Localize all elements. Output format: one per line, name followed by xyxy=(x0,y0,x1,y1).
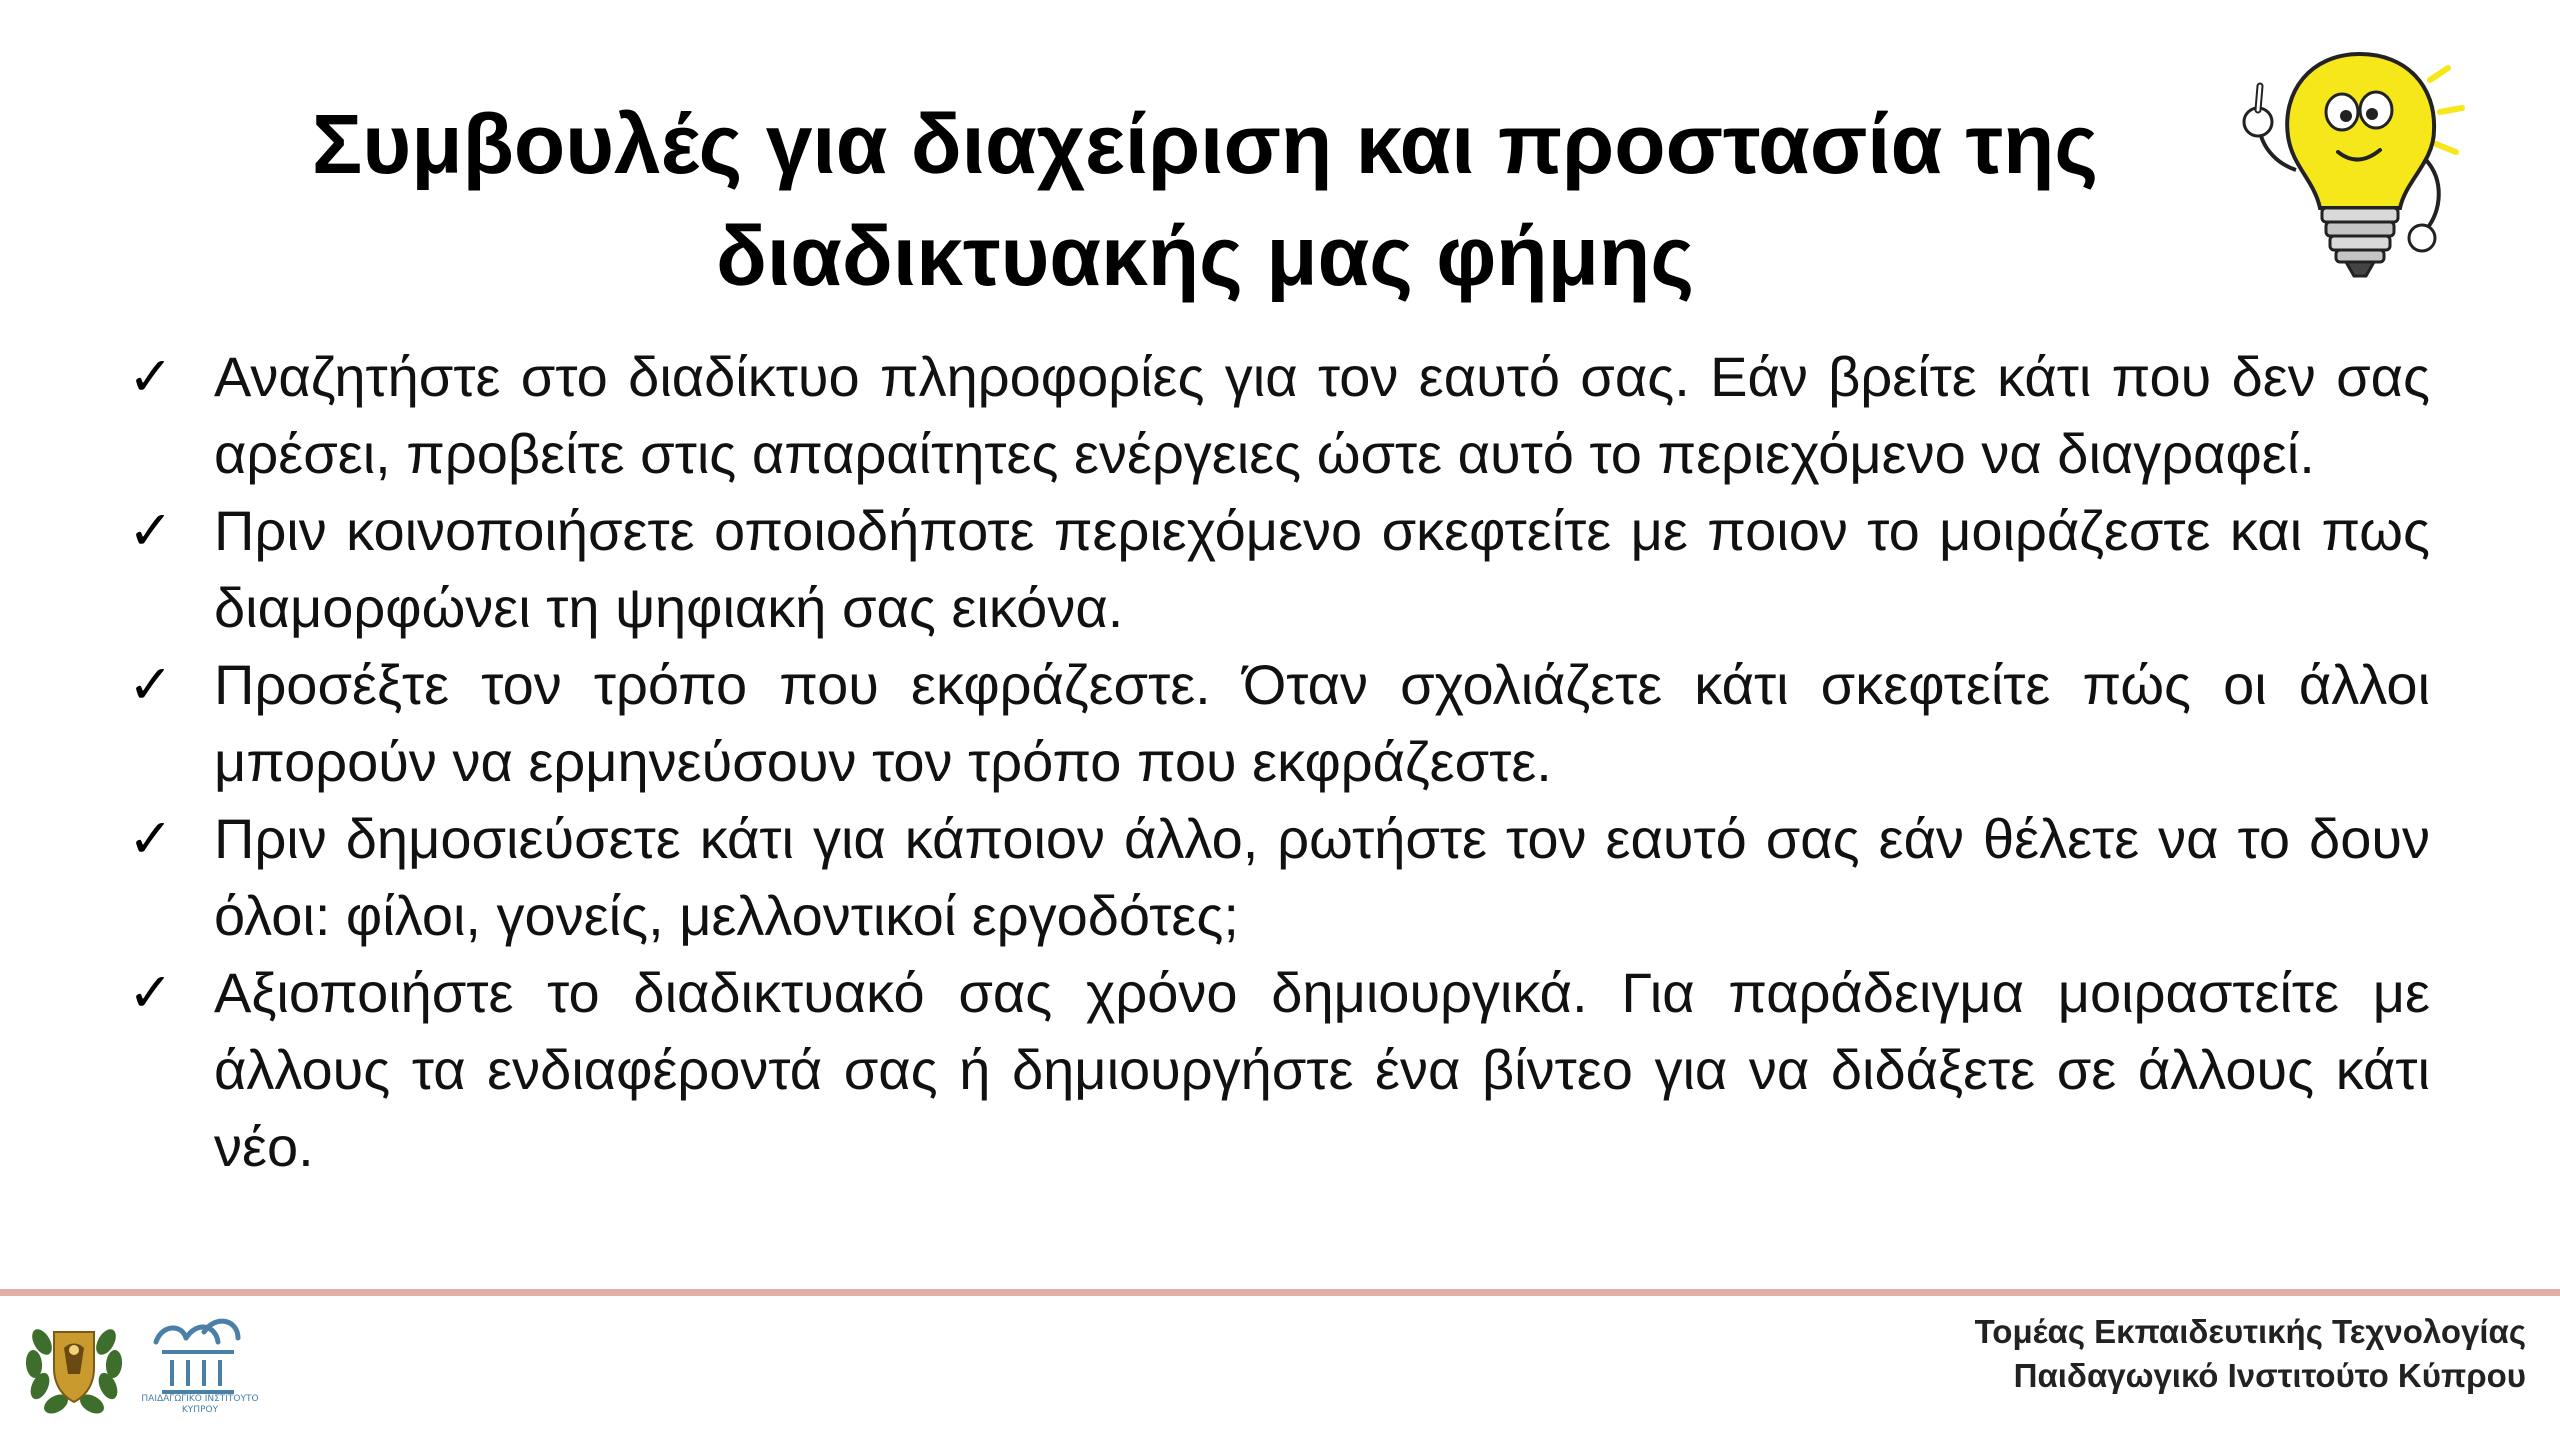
check-mark-icon: ✓ xyxy=(128,499,174,562)
tip-item xyxy=(120,492,2430,646)
tip-item xyxy=(120,954,2430,1185)
title-line-2: διαδικτυακής μας φήμης xyxy=(715,209,1695,303)
tip-text: Πριν κοινοποιήσετε οποιοδήποτε περιεχόμενο σκεφτείτε με ποιον το μοιράζεστε και πως διαμορφώνει τη ψηφιακή σας εικόνα. xyxy=(214,499,2430,639)
tip-text: Αναζητήστε στο διαδίκτυο πληροφορίες για τον εαυτό σας. Εάν βρείτε κάτι που δεν σας αρέσει, προβείτε στις απαραίτητες ενέργειες ώστε αυτό το περιεχόμενο να διαγραφεί. xyxy=(214,345,2430,485)
tips-list xyxy=(120,338,2430,1185)
footer-institute: Παιδαγωγικό Ινστιτούτο Κύπρου xyxy=(2013,1357,2526,1394)
tip-item xyxy=(120,800,2430,954)
tip-text: Πριν δημοσιεύσετε κάτι για κάποιον άλλο, ρωτήστε τον εαυτό σας εάν θέλετε να το δουν όλοι: φίλοι, γονείς, μελλοντικοί εργοδότες; xyxy=(214,807,2430,947)
title-line-1: Συμβουλές για διαχείριση και προστασία της xyxy=(311,97,2099,191)
tip-text: Προσέξτε τον τρόπο που εκφράζεστε. Όταν σχολιάζετε κάτι σκεφτείτε πώς οι άλλοι μπορούν να ερμηνεύσουν τον τρόπο που εκφράζεστε. xyxy=(214,653,2430,793)
slide-title xyxy=(120,88,2290,312)
check-mark-icon: ✓ xyxy=(128,961,174,1024)
cyprus-emblem-logo xyxy=(22,1312,126,1416)
check-mark-icon: ✓ xyxy=(128,345,174,408)
check-mark-icon: ✓ xyxy=(128,653,174,716)
footer-organization xyxy=(1975,1310,2526,1398)
tip-text: Αξιοποιήστε το διαδικτυακό σας χρόνο δημιουργικά. Για παράδειγμα μοιραστείτε με άλλους τα ενδιαφέροντά σας ή δημιουργήστε ένα βίντεο για να διδάξετε σε άλλους κάτι νέο. xyxy=(214,961,2430,1178)
lightbulb-mascot-icon xyxy=(2230,40,2470,300)
footer-divider xyxy=(0,1289,2560,1296)
tip-item xyxy=(120,338,2430,492)
tip-item xyxy=(120,646,2430,800)
check-mark-icon: ✓ xyxy=(128,807,174,870)
footer-department: Τομέας Εκπαιδευτικής Τεχνολογίας xyxy=(1974,1313,2526,1350)
institute-logo-caption: ΠΑΙΔΑΓΩΓΙΚΟ ΙΝΣΤΙΤΟΥΤΟ ΚΥΠΡΟΥ xyxy=(141,1394,259,1415)
